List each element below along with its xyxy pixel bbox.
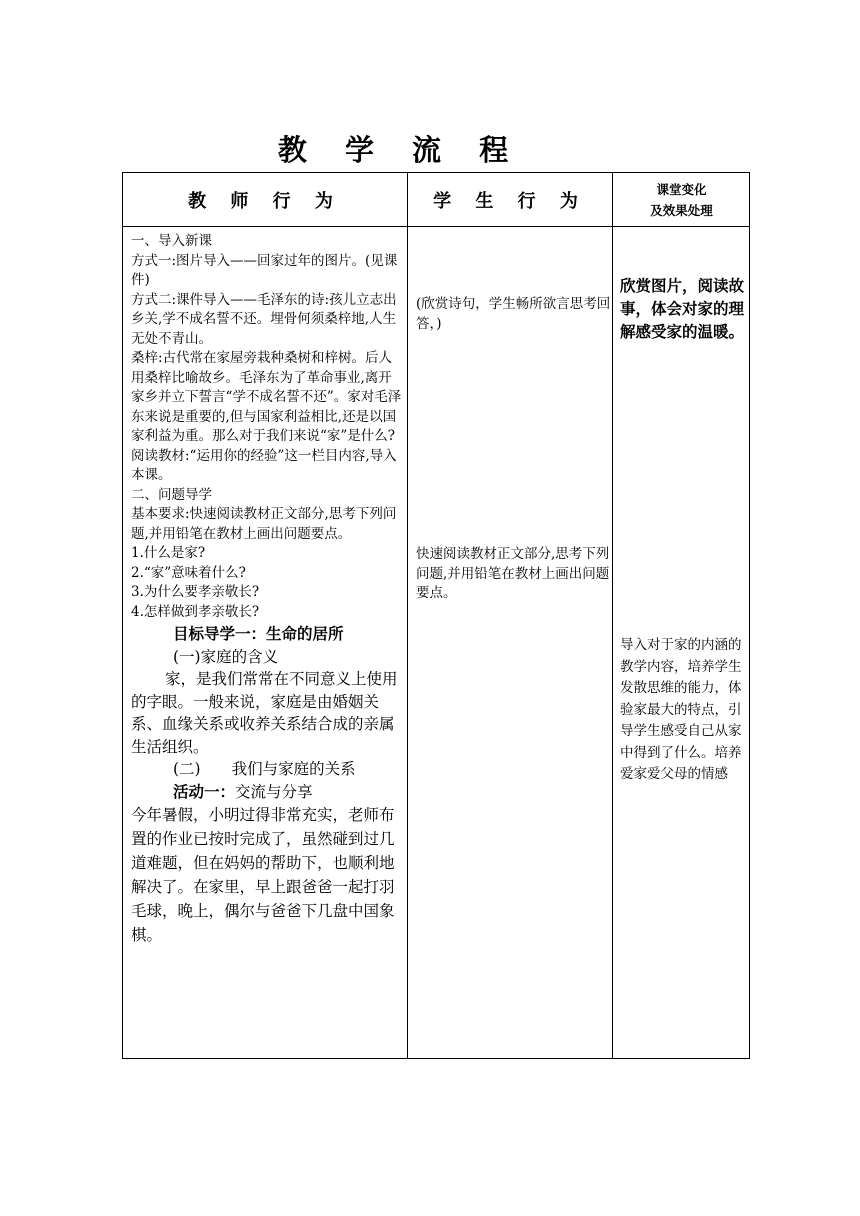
paragraph: 方式二:课件导入——毛泽东的诗:孩儿立志出乡关,学不成名誓不还。埋骨何须桑梓地,人生无处不青山。 [131, 291, 397, 347]
effect-notes: 导入对于家的内涵的教学内容，培养学生发散思维的能力，体验家最大的特点，引导学生感受自己从家中得到了什么。培养爱家爱父母的情感 [620, 637, 742, 782]
header-effect-line2: 及效果处理 [650, 203, 713, 218]
paragraph: 方式一:图片导入——回家过年的图片。(见课件) [131, 252, 398, 288]
header-effect [614, 173, 749, 227]
paragraph: 基本要求:快速阅读教材正文部分,思考下列问题,并用铅笔在教材上画出问题要点。 [131, 506, 397, 542]
activity-heading [131, 781, 405, 804]
goal-heading: 目标导学一：生命的居所 [173, 625, 344, 643]
question-item: 1.什么是家? [131, 545, 206, 561]
teaching-flow-table [122, 172, 750, 1059]
story-paragraph: 今年暑假，小明过得非常充实，老师布置的作业已按时完成了，虽然碰到过几道难题，但在妈妈的帮助下，也顺利地解决了。在家里，早上跟爸爸一起打羽毛球，晚上，偶尔与爸爸下几盘中国象棋。 [131, 806, 395, 944]
column-divider [612, 173, 613, 1058]
paragraph: 家，是我们常常在不同意义上使用的字眼。一般来说，家庭是由婚姻关系、血缘关系或收养关系结合成的亲属生活组织。 [131, 670, 398, 756]
student-response-2: 快速阅读教材正文部分,思考下列问题,并用铅笔在教材上画出问题要点。 [416, 546, 610, 601]
header-student: 学 生 行 为 [433, 191, 587, 212]
question-item: 3.为什么要孝亲敬长? [131, 584, 260, 600]
section-heading: 二、问题导学 [131, 486, 212, 503]
question-item: 4.怎样做到孝亲敬长? [131, 603, 260, 620]
activity-title: 交流与分享 [235, 782, 313, 801]
teacher-column [131, 232, 405, 947]
header-effect-line1: 课堂变化 [656, 182, 707, 197]
column-divider [407, 173, 408, 1058]
page-title: 教 学 流 程 [277, 133, 523, 167]
subheading: (一)家庭的含义 [173, 647, 279, 666]
section-heading: 一、导入新课 [131, 233, 212, 249]
effect-summary: 欣赏图片，阅读故事，体会对家的理解感受家的温暖。 [620, 277, 745, 341]
paragraph: 阅读教材:“运用你的经验”这一栏目内容,导入本课。 [131, 447, 397, 483]
paragraph: 桑梓:古代常在家屋旁栽种桑树和梓树。后人用桑梓比喻故乡。毛泽东为了革命事业,离开家乡并立下誓言“学不成名誓不还”。家对毛泽东来说是重要的,但与国家利益相比,还是以国家利益为重。那么对于我们来说“家”是什么? [131, 350, 402, 444]
question-item: 2.“家”意味着什么? [131, 564, 246, 581]
header-teacher: 教 师 行 为 [188, 191, 342, 212]
student-response-1: (欣赏诗句，学生畅所欲言思考回答，) [416, 296, 611, 332]
subheading: (二) 我们与家庭的关系 [173, 760, 356, 778]
activity-label: 活动一： [173, 782, 236, 801]
